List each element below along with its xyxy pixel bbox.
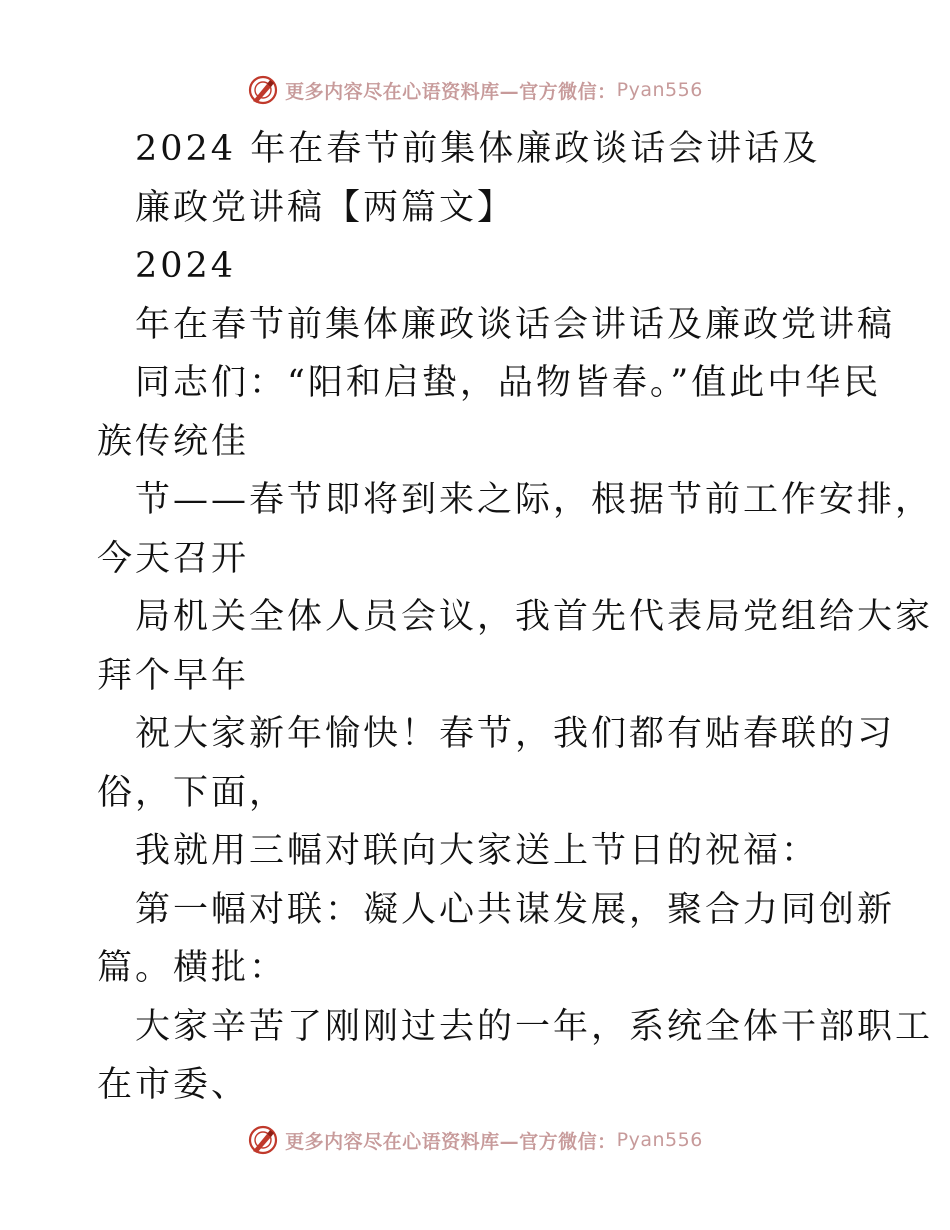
paragraph-line: 俗，下面，	[97, 772, 288, 813]
paragraph-line: 节——春节即将到来之际，根据节前工作安排，	[135, 480, 934, 520]
paragraph-line: 同志们：“阳和启蛰，品物皆春。”值此中华民	[135, 363, 882, 403]
wechat-id: Pyan556	[616, 79, 703, 101]
paragraph-line: 年在春节前集体廉政谈话会讲话及廉政党讲稿	[135, 304, 896, 345]
paragraph-line: 族传统佳	[97, 421, 250, 462]
paragraph-line: 祝大家新年愉快！春节，我们都有贴春联的习	[135, 714, 896, 754]
banner-text: 更多内容尽在心语资料库—官方微信：	[285, 1130, 617, 1153]
paragraph-line: 我就用三幅对联向大家送上节日的祝福：	[135, 831, 820, 871]
document-body	[97, 120, 934, 1115]
title-line-1: 2024 年在春节前集体廉政谈话会讲话及	[135, 129, 821, 169]
header-banner	[0, 70, 950, 110]
paragraph-line: 篇。横批：	[97, 948, 288, 988]
paragraph-line: 拜个早年	[97, 655, 250, 696]
pen-logo-icon	[247, 1124, 279, 1156]
paragraph-line: 大家辛苦了刚刚过去的一年，系统全体干部职工	[135, 1006, 934, 1047]
title-line-2: 廉政党讲稿【两篇文】	[135, 187, 516, 228]
paragraph-line: 2024	[135, 246, 237, 286]
paragraph-line: 今天召开	[97, 538, 250, 579]
paragraph-line: 在市委、	[97, 1065, 250, 1105]
paragraph-line: 局机关全体人员会议，我首先代表局党组给大家	[135, 597, 934, 637]
wechat-id: Pyan556	[616, 1129, 703, 1151]
pen-logo-icon	[247, 74, 279, 106]
paragraph-line: 第一幅对联：凝人心共谋发展，聚合力同创新	[135, 889, 896, 930]
banner-text: 更多内容尽在心语资料库—官方微信：	[285, 80, 617, 103]
footer-banner	[0, 1120, 950, 1160]
